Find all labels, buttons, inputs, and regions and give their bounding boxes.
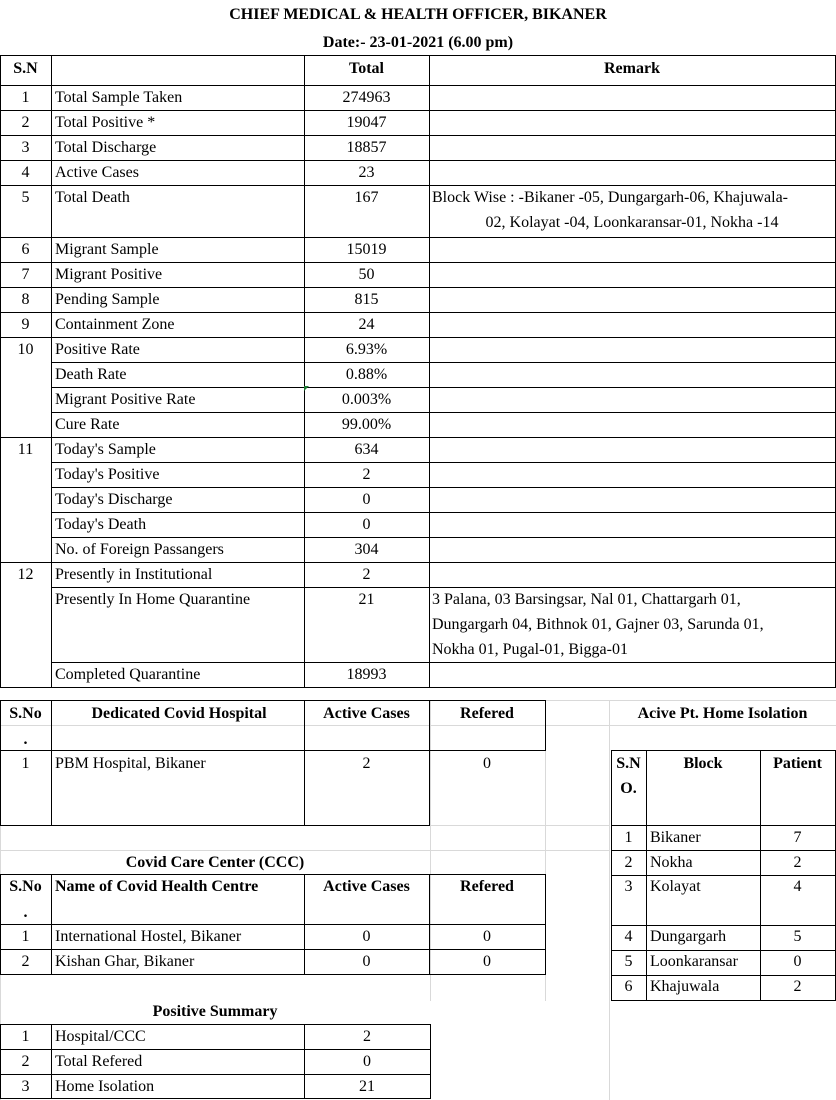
hi-row-block: Khajuwala — [650, 978, 720, 995]
col-header-sn: S.N — [13, 60, 38, 77]
remark-text: 3 Palana, 03 Barsingsar, Nal 01, Chattargarh 01, — [432, 591, 741, 608]
row-label: Active Cases — [55, 164, 139, 181]
grid-line — [51, 362, 836, 363]
grid-line — [609, 700, 610, 1100]
summary-row-label: Total Refered — [55, 1053, 143, 1070]
grid-line — [0, 974, 546, 975]
grid-line — [51, 412, 836, 413]
row-sn: 10 — [17, 341, 34, 358]
grid-line — [51, 110, 836, 111]
row-total: 50 — [358, 266, 375, 283]
grid-line — [51, 337, 836, 338]
row-sn: 6 — [21, 241, 30, 258]
row-label: Migrant Sample — [55, 241, 159, 258]
row-label: Presently In Home Quarantine — [55, 591, 251, 608]
grid-line — [0, 1049, 431, 1050]
hi-row-block: Kolayat — [650, 878, 701, 895]
grid-line — [0, 237, 52, 238]
summary-row-value: 21 — [359, 1078, 375, 1095]
dch-header-sno: S.No — [9, 705, 42, 722]
ccc-row-name: International Hostel, Bikaner — [55, 928, 242, 945]
summary-row-value: 2 — [363, 1028, 371, 1045]
grid-line — [0, 1024, 431, 1025]
remark-text: Dungargarh 04, Bithnok 01, Gajner 03, Sarunda 01, — [432, 616, 764, 633]
grid-line — [0, 287, 52, 288]
row-label: Migrant Positive Rate — [55, 391, 196, 408]
row-total: 15019 — [346, 241, 387, 258]
summary-row-value: 0 — [363, 1053, 371, 1070]
row-total: 21 — [358, 591, 375, 608]
row-label: Today's Positive — [55, 466, 160, 483]
row-total: 304 — [354, 541, 379, 558]
row-total: 6.93% — [345, 341, 388, 358]
grid-line — [0, 110, 52, 111]
ccc-row-sn: 1 — [21, 928, 30, 945]
row-label: Total Positive * — [55, 114, 156, 131]
summary-row-label: Hospital/CCC — [55, 1028, 146, 1045]
row-label: Total Sample Taken — [55, 89, 183, 106]
grid-line — [430, 1024, 431, 1099]
remark-text: Block Wise : -Bikaner -05, Dungargarh-06, Khajuwala- — [432, 189, 788, 206]
summary-title: Positive Summary — [152, 1003, 278, 1020]
ccc-header-name: Name of Covid Health Centre — [55, 878, 259, 895]
summary-row-sn: 1 — [21, 1028, 30, 1045]
report-date: Date:- 23-01-2021 (6.00 pm) — [322, 34, 514, 51]
row-sn: 12 — [17, 566, 34, 583]
hi-header-block: Block — [683, 755, 723, 772]
hi-row-block: Bikaner — [650, 829, 701, 846]
hi-row-patient: 0 — [793, 953, 802, 970]
grid-line — [51, 1024, 52, 1099]
hi-row-patient: 4 — [793, 878, 802, 895]
hi-row-block: Nokha — [650, 854, 693, 871]
row-label: Completed Quarantine — [55, 666, 201, 683]
hi-row-block: Dungargarh — [650, 928, 727, 945]
grid-line — [611, 825, 836, 826]
row-total: 99.00% — [341, 416, 392, 433]
row-total: 0 — [362, 516, 371, 533]
dch-row-active: 2 — [362, 755, 371, 772]
grid-line — [0, 750, 546, 751]
row-label: Death Rate — [55, 366, 127, 383]
row-total: 0 — [362, 491, 371, 508]
col-header-total: Total — [349, 60, 384, 77]
grid-line — [0, 825, 430, 826]
row-total: 0.88% — [345, 366, 388, 383]
ccc-row-active: 0 — [362, 928, 371, 945]
row-sn: 11 — [17, 441, 34, 458]
ccc-header-sno: S.No — [9, 878, 42, 895]
grid-line — [51, 160, 836, 161]
row-label: No. of Foreign Passangers — [55, 541, 224, 558]
grid-line — [0, 949, 546, 950]
grid-line — [0, 700, 546, 701]
grid-line — [0, 185, 52, 186]
cell-comment-indicator — [304, 386, 309, 391]
row-label: Positive Rate — [55, 341, 140, 358]
ccc-row-name: Kishan Ghar, Bikaner — [55, 953, 195, 970]
row-total: 2 — [362, 566, 371, 583]
grid-line — [51, 312, 836, 313]
row-label: Total Death — [55, 189, 130, 206]
ccc-header-sno-dot: . — [23, 904, 28, 921]
grid-line — [0, 85, 836, 86]
dch-header-sno-dot: . — [23, 731, 28, 748]
grid-line — [51, 55, 52, 688]
grid-line — [0, 725, 836, 726]
row-label: Containment Zone — [55, 316, 175, 333]
grid-line — [51, 437, 836, 438]
grid-line — [0, 562, 52, 563]
ccc-row-refered: 0 — [483, 928, 491, 945]
grid-line — [51, 700, 52, 826]
grid-line — [0, 135, 52, 136]
row-label: Today's Discharge — [55, 491, 173, 508]
hi-row-sn: 4 — [624, 928, 633, 945]
grid-line — [0, 160, 52, 161]
hi-row-patient: 2 — [793, 978, 802, 995]
grid-line — [545, 700, 546, 751]
hi-row-block: Loonkaransar — [650, 953, 738, 970]
grid-line — [51, 512, 836, 513]
grid-line — [51, 487, 836, 488]
grid-line — [611, 750, 836, 751]
col-header-remark: Remark — [604, 60, 660, 77]
grid-line — [0, 337, 52, 338]
grid-line — [0, 55, 836, 56]
row-total: 19047 — [346, 114, 387, 131]
row-sn: 5 — [21, 189, 30, 206]
row-total: 167 — [354, 189, 379, 206]
row-total: 18993 — [346, 666, 387, 683]
hi-row-sn: 5 — [624, 953, 633, 970]
dch-row-sn: 1 — [21, 755, 30, 772]
row-label: Today's Death — [55, 516, 147, 533]
summary-row-sn: 3 — [21, 1078, 30, 1095]
ccc-header-active: Active Cases — [323, 878, 410, 895]
grid-line — [51, 185, 836, 186]
grid-line — [51, 287, 836, 288]
row-total: 2 — [362, 466, 371, 483]
row-total: 0.003% — [341, 391, 392, 408]
grid-line — [0, 1074, 431, 1075]
grid-line — [0, 437, 52, 438]
hi-header-sno-2: O. — [620, 780, 637, 797]
dch-header-active: Active Cases — [323, 705, 410, 722]
row-sn: 4 — [21, 164, 30, 181]
grid-line — [545, 874, 546, 975]
hi-row-sn: 3 — [624, 878, 633, 895]
row-total: 274963 — [342, 89, 391, 106]
grid-line — [0, 312, 52, 313]
row-sn: 2 — [21, 114, 30, 131]
grid-line — [51, 237, 836, 238]
grid-line — [51, 387, 836, 388]
grid-line — [51, 562, 836, 563]
grid-line — [51, 662, 836, 663]
row-label: Migrant Positive — [55, 266, 163, 283]
row-label: Presently in Institutional — [55, 566, 213, 583]
grid-line — [51, 462, 836, 463]
grid-line — [611, 950, 836, 951]
hi-row-patient: 5 — [793, 928, 802, 945]
grid-line — [611, 975, 836, 976]
row-total: 23 — [358, 164, 375, 181]
row-label: Cure Rate — [55, 416, 120, 433]
row-label: Pending Sample — [55, 291, 160, 308]
home-isolation-title: Acive Pt. Home Isolation — [637, 705, 808, 722]
summary-row-label: Home Isolation — [55, 1078, 155, 1095]
ccc-title: Covid Care Center (CCC) — [125, 854, 305, 871]
hi-row-sn: 6 — [624, 978, 633, 995]
grid-line — [611, 1000, 836, 1001]
grid-line — [611, 925, 836, 926]
report-title: CHIEF MEDICAL & HEALTH OFFICER, BIKANER — [229, 6, 607, 23]
grid-line — [0, 262, 52, 263]
ccc-row-active: 0 — [362, 953, 371, 970]
hi-header-sno: S.N — [616, 755, 641, 772]
grid-line — [611, 875, 836, 876]
row-label: Today's Sample — [55, 441, 156, 458]
hi-header-patient: Patient — [773, 755, 822, 772]
grid-line — [646, 750, 647, 1001]
grid-line — [0, 924, 546, 925]
summary-row-sn: 2 — [21, 1053, 30, 1070]
grid-line — [51, 135, 836, 136]
dch-row-name: PBM Hospital, Bikaner — [55, 755, 206, 772]
grid-line — [0, 874, 546, 875]
dch-header-name: Dedicated Covid Hospital — [91, 705, 267, 722]
grid-line — [429, 55, 430, 688]
grid-line — [51, 262, 836, 263]
row-total: 24 — [358, 316, 375, 333]
row-sn: 9 — [21, 316, 30, 333]
dch-row-refered: 0 — [483, 755, 491, 772]
remark-text: Nokha 01, Pugal-01, Bigga-01 — [432, 641, 628, 658]
row-sn: 3 — [21, 139, 30, 156]
grid-line — [51, 537, 836, 538]
row-label: Total Discharge — [55, 139, 157, 156]
grid-line — [51, 874, 52, 975]
row-total: 18857 — [346, 139, 387, 156]
ccc-header-refered: Refered — [460, 878, 514, 895]
hi-row-patient: 2 — [793, 854, 802, 871]
ccc-row-sn: 2 — [21, 953, 30, 970]
dch-header-refered: Refered — [460, 705, 514, 722]
grid-line — [611, 850, 836, 851]
remark-text: 02, Kolayat -04, Loonkaransar-01, Nokha -14 — [485, 214, 779, 231]
grid-line — [0, 687, 836, 688]
row-sn: 1 — [21, 89, 30, 106]
grid-line — [51, 587, 836, 588]
grid-line — [0, 850, 610, 851]
hi-row-patient: 7 — [793, 829, 802, 846]
hi-row-sn: 1 — [624, 829, 633, 846]
ccc-row-refered: 0 — [483, 953, 491, 970]
row-total: 634 — [354, 441, 379, 458]
hi-row-sn: 2 — [624, 854, 633, 871]
row-sn: 7 — [21, 266, 30, 283]
row-sn: 8 — [21, 291, 30, 308]
row-total: 815 — [354, 291, 379, 308]
